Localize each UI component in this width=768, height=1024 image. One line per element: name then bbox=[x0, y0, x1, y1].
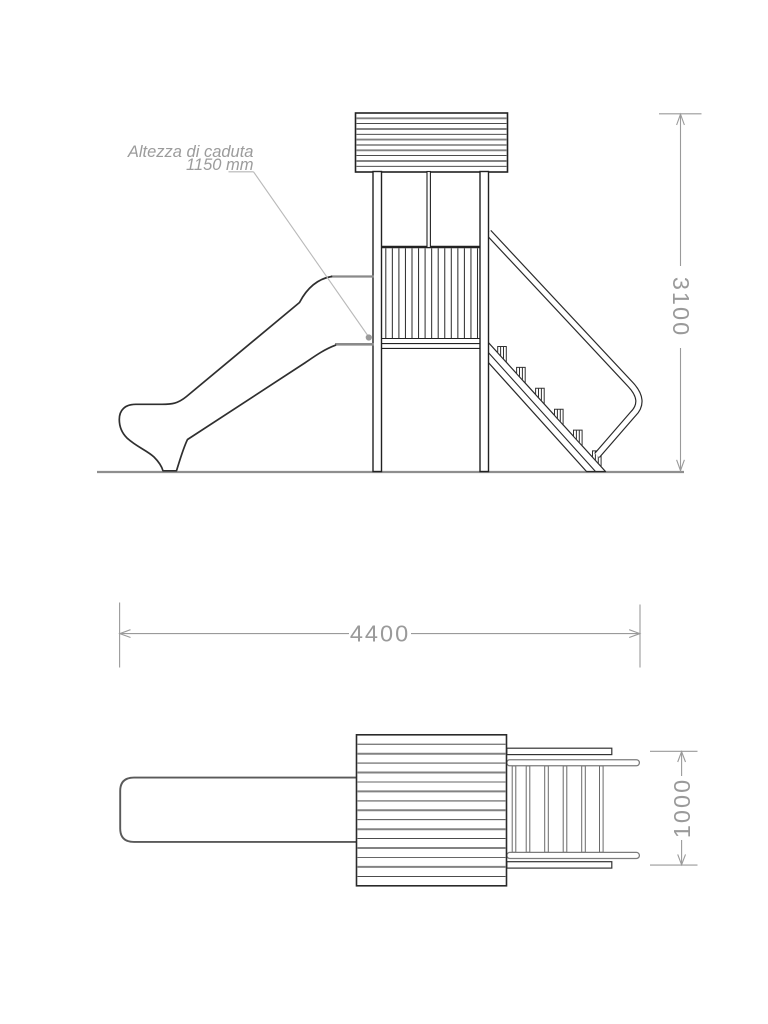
annotation-label: Altezza di caduta bbox=[127, 143, 254, 161]
ladder-rungs-plan bbox=[512, 766, 603, 852]
dimension-length bbox=[120, 603, 640, 668]
right-post bbox=[480, 172, 489, 472]
center-mullion bbox=[427, 172, 430, 248]
left-post bbox=[373, 172, 382, 472]
leader-dot bbox=[366, 334, 372, 340]
tower-roof-plan bbox=[357, 735, 507, 886]
leader-line bbox=[254, 172, 369, 337]
dimension-depth bbox=[650, 751, 698, 865]
handrail-top-plan bbox=[507, 760, 640, 766]
side-elevation-view bbox=[97, 113, 702, 472]
railing-slats bbox=[386, 248, 478, 338]
ladder-steps bbox=[498, 347, 601, 467]
fall-height-annotation bbox=[127, 143, 372, 341]
annotation-value: 1150 mm bbox=[185, 156, 254, 174]
handrail-bottom-plan bbox=[507, 852, 640, 858]
ladder bbox=[487, 233, 639, 472]
platform-railing bbox=[382, 247, 481, 348]
slide-plan bbox=[120, 778, 356, 842]
dimension-height-text: 3100 bbox=[668, 276, 694, 338]
ladder-handrail bbox=[489, 233, 639, 456]
stringer-bottom-plan bbox=[507, 862, 612, 868]
stringer-top-plan bbox=[507, 748, 612, 754]
plan-view bbox=[120, 603, 698, 886]
dimension-height bbox=[659, 114, 702, 471]
dimension-depth-text: 1000 bbox=[669, 777, 695, 839]
slide-profile bbox=[119, 277, 335, 471]
tower-roof bbox=[356, 113, 508, 172]
ladder-plan bbox=[507, 748, 640, 868]
dimension-length-text: 4400 bbox=[349, 620, 411, 647]
